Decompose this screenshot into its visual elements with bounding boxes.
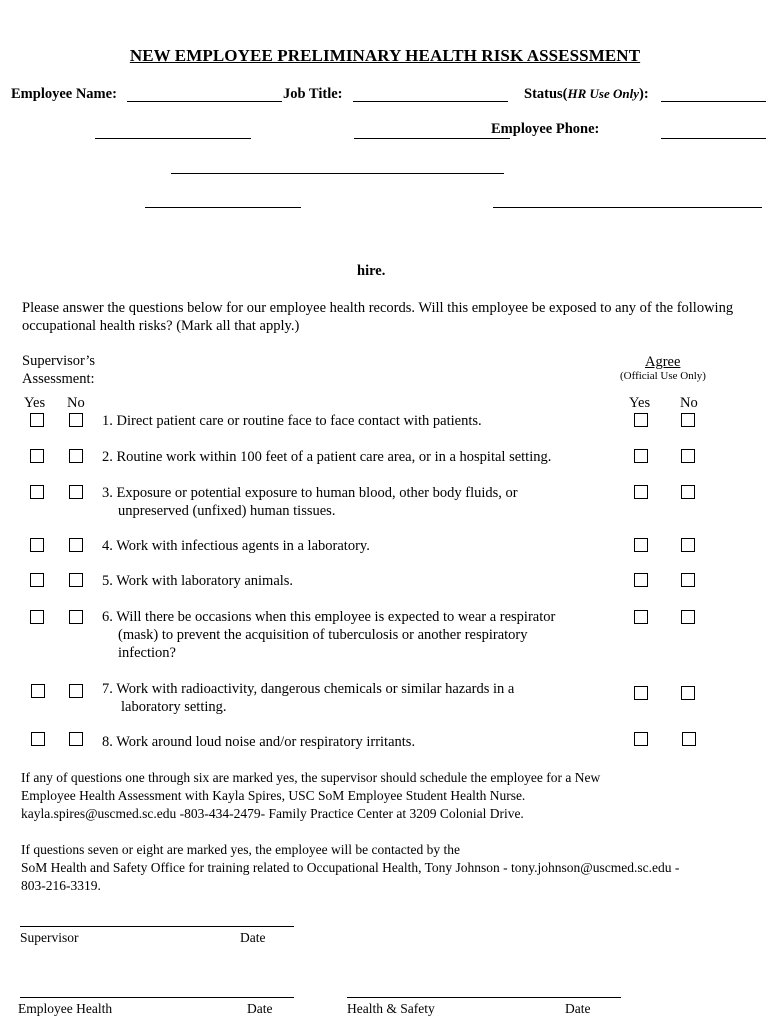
official-use-label: (Official Use Only) bbox=[620, 370, 706, 382]
health-safety-signature-line[interactable] bbox=[347, 997, 621, 998]
q3-supervisor-yes-checkbox[interactable] bbox=[30, 485, 44, 499]
q8-supervisor-no-checkbox[interactable] bbox=[69, 732, 83, 746]
agree-no-header: No bbox=[680, 395, 698, 411]
supervisor-yes-header: Yes bbox=[24, 395, 46, 411]
blank-field-1[interactable] bbox=[95, 138, 251, 139]
question-1: 1. Direct patient care or routine face to face contact with patients. bbox=[102, 413, 482, 429]
employee-name-label: Employee Name: bbox=[11, 86, 117, 102]
q4-supervisor-no-checkbox[interactable] bbox=[69, 538, 83, 552]
q4-agree-yes-checkbox[interactable] bbox=[634, 538, 648, 552]
question-3: 3. Exposure or potential exposure to human blood, other body fluids, or unpreserved (unfixed) human tissues. bbox=[102, 485, 518, 519]
q4-agree-no-checkbox[interactable] bbox=[681, 538, 695, 552]
employee-name-field[interactable] bbox=[127, 101, 282, 102]
q2-supervisor-no-checkbox[interactable] bbox=[69, 449, 83, 463]
q2-supervisor-yes-checkbox[interactable] bbox=[30, 449, 44, 463]
health-safety-signature-label: Health & Safety bbox=[347, 1001, 435, 1016]
intro-text: Please answer the questions below for our employee health records. Will this employee be exposed to any of the following occupational health risks? (Mark all that apply.) bbox=[22, 300, 734, 334]
page-title: NEW EMPLOYEE PRELIMINARY HEALTH RISK ASSESSMENT bbox=[129, 46, 641, 65]
note-questions-seven-eight: If questions seven or eight are marked yes, the employee will be contacted by the SoM Health and Safety Office for training related to Occupational Health, Tony Johnson - tony.johnson@uscmed.sc.edu - 803-216-3319. bbox=[21, 842, 680, 893]
q8-agree-yes-checkbox[interactable] bbox=[634, 732, 648, 746]
hire-text: hire. bbox=[357, 263, 386, 279]
q7-supervisor-no-checkbox[interactable] bbox=[69, 684, 83, 698]
employee-health-date-label: Date bbox=[247, 1001, 273, 1016]
question-4: 4. Work with infectious agents in a laboratory. bbox=[102, 538, 370, 554]
job-title-label: Job Title: bbox=[283, 86, 343, 102]
question-5: 5. Work with laboratory animals. bbox=[102, 573, 294, 589]
question-2: 2. Routine work within 100 feet of a patient care area, or in a hospital setting. bbox=[102, 449, 552, 465]
agree-label: Agree bbox=[645, 354, 681, 370]
q3-agree-yes-checkbox[interactable] bbox=[634, 485, 648, 499]
q5-agree-yes-checkbox[interactable] bbox=[634, 573, 648, 587]
supervisor-assessment-label: Supervisor’s Assessment: bbox=[22, 353, 96, 387]
status-label: Status(HR Use Only): bbox=[524, 86, 649, 102]
q7-agree-yes-checkbox[interactable] bbox=[634, 686, 648, 700]
health-safety-date-label: Date bbox=[565, 1001, 591, 1016]
blank-field-3[interactable] bbox=[171, 173, 504, 174]
supervisor-date-label: Date bbox=[240, 930, 266, 945]
q5-supervisor-yes-checkbox[interactable] bbox=[30, 573, 44, 587]
q5-agree-no-checkbox[interactable] bbox=[681, 573, 695, 587]
q2-agree-no-checkbox[interactable] bbox=[681, 449, 695, 463]
q1-agree-yes-checkbox[interactable] bbox=[634, 413, 648, 427]
employee-phone-label: Employee Phone: bbox=[491, 121, 600, 137]
job-title-field[interactable] bbox=[353, 101, 508, 102]
supervisor-signature-line[interactable] bbox=[20, 926, 294, 927]
q3-agree-no-checkbox[interactable] bbox=[681, 485, 695, 499]
question-6: 6. Will there be occasions when this employee is expected to wear a respirator (mask) to prevent the acquisition of tuberculosis or another respiratory infection? bbox=[102, 609, 556, 661]
q3-supervisor-no-checkbox[interactable] bbox=[69, 485, 83, 499]
blank-field-5[interactable] bbox=[493, 207, 762, 208]
q7-agree-no-checkbox[interactable] bbox=[681, 686, 695, 700]
note-questions-one-to-six: If any of questions one through six are marked yes, the supervisor should schedule the employee for a New Employee Health Assessment with Kayla Spires, USC SoM Employee Student Health Nurse. kayla.spires@uscmed.sc.edu -803-434-2479- Family Practice Center at 3209 Colonial Drive. bbox=[21, 770, 601, 821]
question-8: 8. Work around loud noise and/or respiratory irritants. bbox=[102, 734, 416, 750]
employee-health-signature-label: Employee Health bbox=[18, 1001, 113, 1016]
q5-supervisor-no-checkbox[interactable] bbox=[69, 573, 83, 587]
question-7: 7. Work with radioactivity, dangerous chemicals or similar hazards in a laboratory setting. bbox=[102, 681, 515, 715]
supervisor-signature-label: Supervisor bbox=[20, 930, 79, 945]
blank-field-2[interactable] bbox=[354, 138, 510, 139]
q1-supervisor-yes-checkbox[interactable] bbox=[30, 413, 44, 427]
q6-agree-no-checkbox[interactable] bbox=[681, 610, 695, 624]
q1-supervisor-no-checkbox[interactable] bbox=[69, 413, 83, 427]
supervisor-no-header: No bbox=[67, 395, 85, 411]
status-field[interactable] bbox=[661, 101, 766, 102]
blank-field-4[interactable] bbox=[145, 207, 301, 208]
employee-phone-field[interactable] bbox=[661, 138, 766, 139]
q4-supervisor-yes-checkbox[interactable] bbox=[30, 538, 44, 552]
q8-supervisor-yes-checkbox[interactable] bbox=[31, 732, 45, 746]
agree-yes-header: Yes bbox=[629, 395, 651, 411]
q7-supervisor-yes-checkbox[interactable] bbox=[31, 684, 45, 698]
q8-agree-no-checkbox[interactable] bbox=[682, 732, 696, 746]
q6-supervisor-no-checkbox[interactable] bbox=[69, 610, 83, 624]
q1-agree-no-checkbox[interactable] bbox=[681, 413, 695, 427]
q6-agree-yes-checkbox[interactable] bbox=[634, 610, 648, 624]
q6-supervisor-yes-checkbox[interactable] bbox=[30, 610, 44, 624]
employee-health-signature-line[interactable] bbox=[20, 997, 294, 998]
q2-agree-yes-checkbox[interactable] bbox=[634, 449, 648, 463]
